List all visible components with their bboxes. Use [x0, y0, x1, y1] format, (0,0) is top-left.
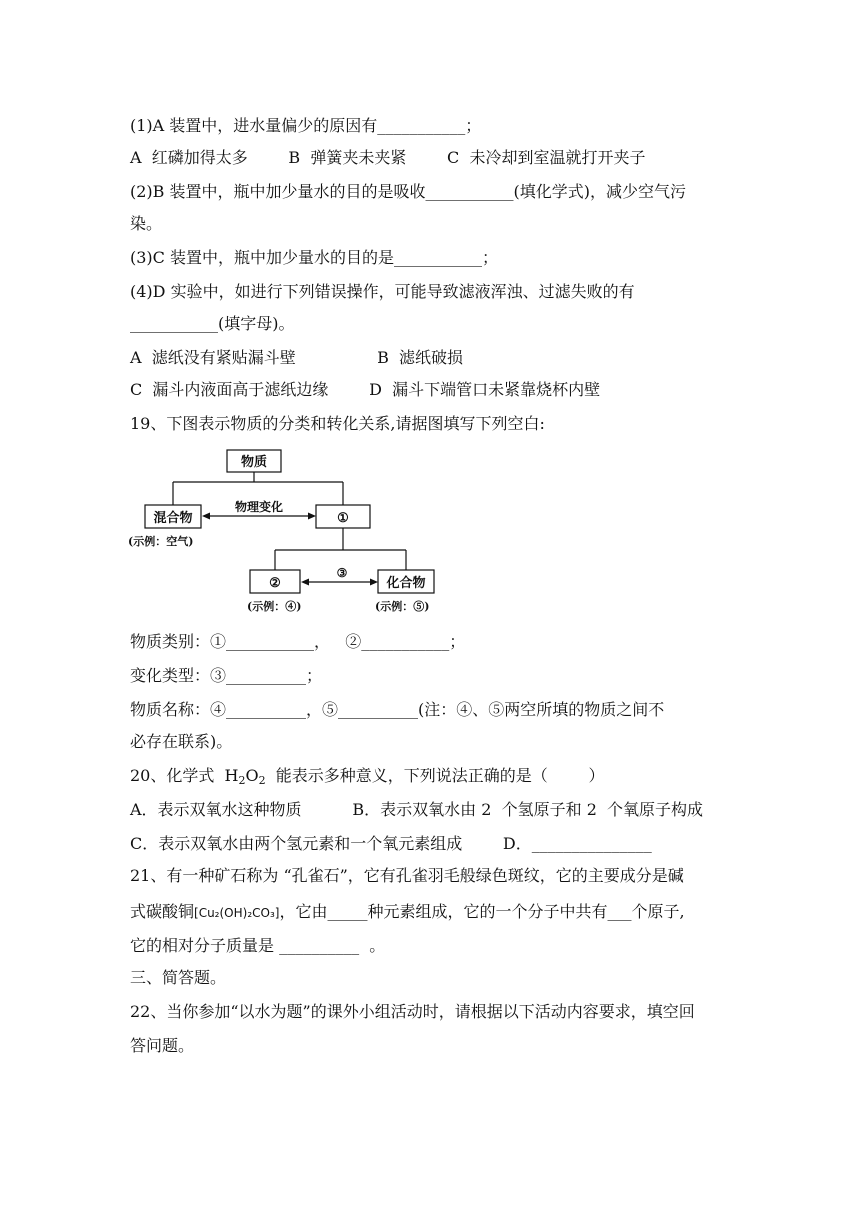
line-q18-4-option1: A 滤纸没有紧贴漏斗壁 B 滤纸破损	[130, 348, 464, 367]
line-q18-1-options: A 红磷加得太多 B 弹簧夹未夹紧 C 未冷却到室温就打开夹子	[130, 148, 646, 167]
label-physical-change: 物理变化	[234, 500, 284, 514]
line-q19-4: 必存在联系)。	[130, 732, 233, 751]
line-q18-3: (3)C 装置中，瓶中加少量水的目的是___________；	[130, 248, 498, 267]
label-1: ①	[337, 511, 349, 526]
line-q21-3: 它的相对分子质量是 __________ 。	[130, 936, 386, 955]
line-q21-1: 21、有一种矿石称为 “孔雀石”，它有孔雀羽毛般绿色斑纹，它的主要成分是碱	[130, 866, 684, 885]
line-q20-options-cd: C．表示双氧水由两个氢元素和一个氧元素组成 D．_______________	[130, 834, 652, 853]
label-example-4: (示例：④)	[247, 600, 302, 613]
classification-diagram	[120, 442, 460, 622]
section-heading: 三、简答题。	[130, 968, 227, 987]
label-mixture: 混合物	[153, 511, 193, 526]
line-q20-stem: 20、化学式 $H_2O_2$ 能表示多种意义，下列说法正确的是（ ）	[130, 766, 605, 787]
label-example-5: (示例：⑤)	[375, 600, 430, 613]
line-q22-1: 22、当你参加“以水为题”的课外小组活动时，请根据以下活动内容要求，填空回	[130, 1002, 695, 1021]
line-q19-stem: 19、下图表示物质的分类和转化关系,请据图填写下列空白:	[130, 414, 545, 433]
line-q21-2: 式碳酸铜[Cu₂(OH)₂CO₃]，它由_____种元素组成，它的一个分子中共有___个原子,	[130, 902, 685, 921]
line-q19-3: 物质名称：④__________，⑤__________(注：④、⑤两空所填的物质之间不	[130, 700, 665, 719]
line-q18-2a: (2)B 装置中，瓶中加少量水的目的是吸收___________(填化学式)，减少空气污	[130, 182, 686, 201]
line-q20-options-ab: A．表示双氧水这种物质 B．表示双氧水由 2 个氢原子和 2 个氧原子构成	[130, 800, 704, 819]
label-3: ③	[336, 566, 348, 580]
line-q18-4-option2: C 漏斗内液面高于滤纸边缘 D 漏斗下端管口未紧靠烧杯内壁	[130, 380, 601, 399]
line-q19-1: 物质类别：①___________， ②___________；	[130, 632, 466, 651]
label-air-example: (示例：空气)	[128, 535, 194, 548]
label-compound: 化合物	[386, 576, 426, 591]
line-q18-4b: ___________(填字母)。	[130, 314, 295, 333]
malachite-formula: [Cu₂(OH)₂CO₃]	[194, 906, 280, 920]
line-q18-2b: 染。	[130, 214, 163, 233]
label-2: ②	[269, 576, 281, 591]
line-q19-2: 变化类型：③__________；	[130, 666, 323, 685]
label-substance: 物质	[240, 455, 268, 470]
line-q18-4a: (4)D 实验中，如进行下列错误操作，可能导致滤液浑浊、过滤失败的有	[130, 282, 635, 301]
line-q18-1: (1)A 装置中，进水量偏少的原因有___________；	[130, 116, 482, 135]
line-q22-2: 答问题。	[130, 1036, 195, 1055]
